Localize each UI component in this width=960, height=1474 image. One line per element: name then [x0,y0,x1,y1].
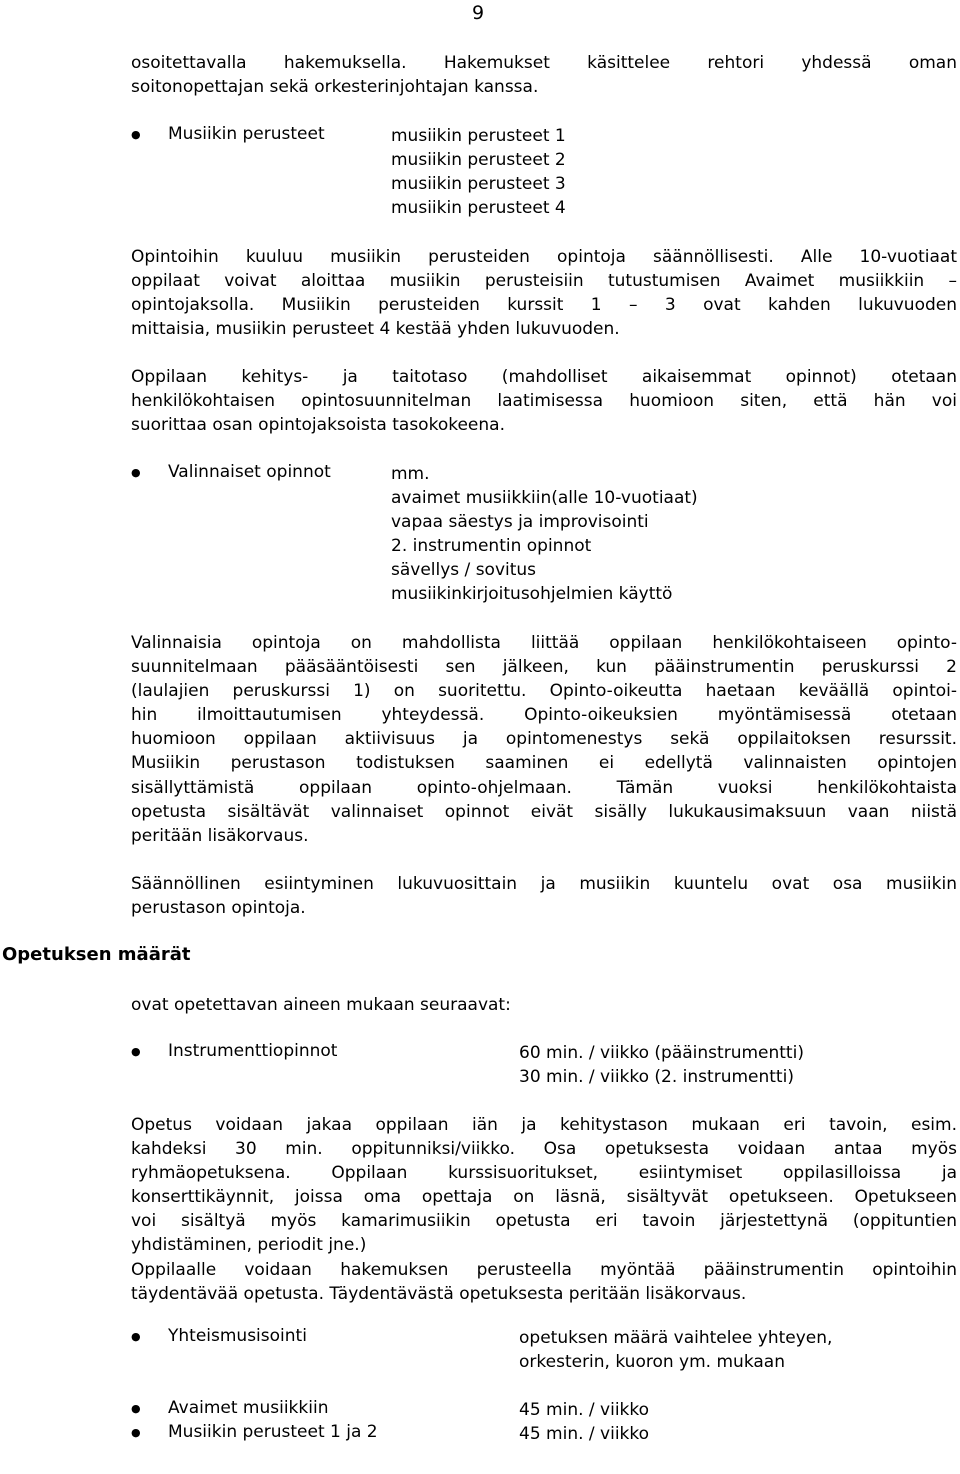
text-line: henkilökohtaisen opintosuunnitelman laatimisessa huomioon siten, että hän voi [131,391,957,412]
electives-paragraph [131,631,957,848]
page-number: 9 [472,2,485,24]
text-line: soitonopettajan sekä orkesterinjohtajan kanssa. [131,77,539,98]
text-line: ovat opetettavan aineen mukaan seuraavat: [131,995,511,1015]
list-item: 60 min. / viikko (pääinstrumentti) [519,1043,804,1063]
text-line: peritään lisäkorvaus. [131,825,309,846]
amounts-intro [131,993,957,1017]
text-line: Valinnaisia opintoja on mahdollista liittää oppilaan henkilökohtaiseen opinto- [131,633,957,653]
division-paragraph [131,1113,957,1258]
electives-label: Valinnaiset opinnot [168,462,331,482]
text-line: Oppilaan kehitys- ja taitotaso (mahdolliset aikaisemmat opinnot) otetaan [131,367,957,387]
text-line: oppilaat voivat aloittaa musiikin perusteisiin tutustumisen Avaimet musiikkiin – [131,271,957,292]
electives-list [391,462,698,607]
bullet-icon: ● [131,1330,141,1343]
text-line: opetusta sisältävät valinnaiset opinnot eivät sisälly lukukausimaksuun vaan niistä [131,801,957,822]
list-item: opetuksen määrä vaihtelee yhteyen, [519,1328,833,1348]
level-paragraph [131,365,957,437]
bullet-icon: ● [131,1426,141,1439]
keys-value [519,1398,649,1422]
list-item: vapaa säestys ja improvisointi [391,512,649,533]
section-heading: Opetuksen määrät [2,944,191,965]
basics-list [391,124,566,220]
basics12-label: Musiikin perusteet 1 ja 2 [168,1422,378,1442]
basics12-value [519,1422,649,1446]
text-line: opintojaksolla. Musiikin perusteiden kurssit 1 – 3 ovat kahden lukuvuoden [131,295,957,316]
basics-label: Musiikin perusteet [168,124,325,144]
list-item: 45 min. / viikko [519,1424,650,1444]
text-line: ryhmäopetuksena. Oppilaan kurssisuoritukset, esiintymiset oppilasilloissa ja [131,1163,957,1184]
list-item: musiikin perusteet 4 [391,198,566,219]
text-line: huomioon oppilaan aktiivisuus ja opintomenestys sekä oppilaitoksen resurssit. [131,729,957,750]
text-line: hin ilmoittautumisen yhteydessä. Opinto-oikeuksien myöntämisessä otetaan [131,705,957,726]
list-item: musiikin perusteet 3 [391,174,566,195]
intro-paragraph [131,51,957,99]
extra-paragraph [131,1258,957,1306]
list-item: musiikin perusteet 2 [391,150,566,171]
text-line: Oppilaalle voidaan hakemuksen perusteella myöntää pääinstrumentin opintoihin [131,1260,957,1280]
text-line: suunnitelmaan pääsääntöisesti sen jälkeen, kun pääinstrumentin peruskurssi 2 [131,657,957,678]
basics-paragraph [131,245,957,341]
text-line: sisällyttämistä oppilaan opinto-ohjelmaan. Tämän vuoksi henkilökohtaista [131,777,957,798]
text-line: täydentävää opetusta. Täydentävästä opetuksesta peritään lisäkorvaus. [131,1284,747,1305]
list-item: musiikin perusteet 1 [391,126,566,146]
bullet-icon: ● [131,128,141,141]
text-line: Opetus voidaan jakaa oppilaan iän ja kehitystason mukaan eri tavoin, esim. [131,1115,957,1135]
keys-label: Avaimet musiikkiin [168,1398,329,1418]
text-line: voi sisältyä myös kamarimusiikin opetusta eri tavoin järjestettynä (oppituntien [131,1211,957,1232]
instrument-label: Instrumenttiopinnot [168,1041,338,1061]
list-item: 2. instrumentin opinnot [391,536,592,557]
list-item: sävellys / sovitus [391,560,537,581]
text-line: osoitettavalla hakemuksella. Hakemukset käsittelee rehtori yhdessä oman [131,53,957,73]
bullet-icon: ● [131,1402,141,1415]
text-line: perustason opintoja. [131,898,306,919]
bullet-icon: ● [131,1045,141,1058]
instrument-values [519,1041,804,1089]
text-line: Musiikin perustason todistuksen saaminen ei edellytä valinnaisten opintojen [131,753,957,774]
list-item: avaimet musiikkiin(alle 10-vuotiaat) [391,488,698,509]
list-item: orkesterin, kuoron ym. mukaan [519,1352,785,1373]
list-item: 30 min. / viikko (2. instrumentti) [519,1067,794,1088]
text-line: (laulajien peruskurssi 1) on suoritettu. Opinto-oikeutta haetaan keväällä opintoi- [131,681,957,702]
ensemble-values [519,1326,832,1374]
text-line: konserttikäynnit, joissa oma opettaja on läsnä, sisältyvät opetukseen. Opetukseen [131,1187,957,1208]
text-line: Opintoihin kuuluu musiikin perusteiden opintoja säännöllisesti. Alle 10-vuotiaat [131,247,957,267]
text-line: kahdeksi 30 min. oppitunniksi/viikko. Osa opetuksesta voidaan antaa myös [131,1139,957,1160]
text-line: yhdistäminen, periodit jne.) [131,1235,367,1256]
performance-paragraph [131,872,957,920]
text-line: mittaisia, musiikin perusteet 4 kestää yhden lukuvuoden. [131,319,620,340]
list-item: musiikinkirjoitusohjelmien käyttö [391,584,673,605]
list-item: 45 min. / viikko [519,1400,650,1420]
text-line: suorittaa osan opintojaksoista tasokokeena. [131,415,505,436]
bullet-icon: ● [131,466,141,479]
ensemble-label: Yhteismusisointi [168,1326,307,1346]
list-item: mm. [391,464,430,484]
text-line: Säännöllinen esiintyminen lukuvuosittain ja musiikin kuuntelu ovat osa musiikin [131,874,957,894]
